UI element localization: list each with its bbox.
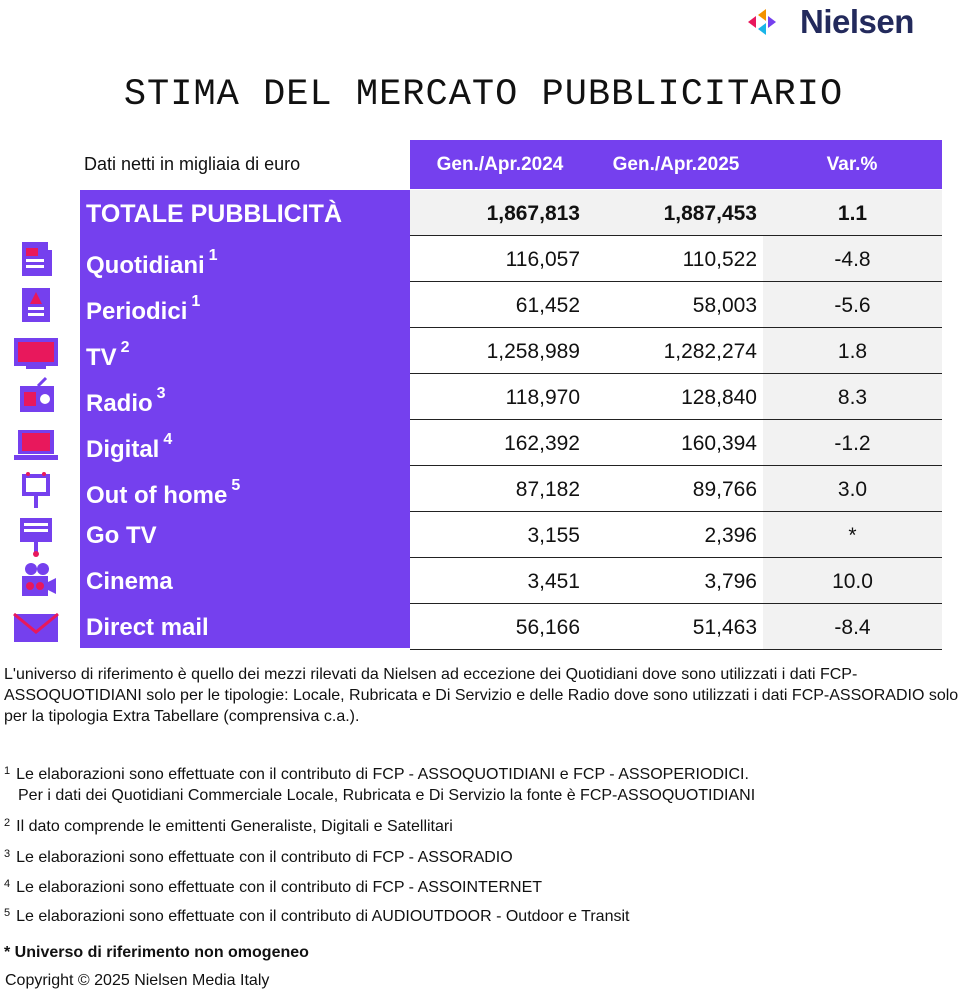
newspaper-icon [12,236,60,282]
table-header [410,140,942,189]
radio-icon [12,374,60,420]
row-label: Quotidiani $^1$ [86,247,218,279]
universe-note: L'universo di riferimento è quello dei mezzi rilevati da Nielsen ad eccezione dei Quotidiani dove sono utilizzati i dati FCP-ASSOQUOTIDIANI solo per le tipologie: Locale, Rubricata e Di Servizio e delle Radio dove sono utilizzati i dati FCP-ASSORADIO solo per la tipologia Extra Tabellare (comprensiva c.a.). [4,666,959,725]
star-note: * Universo di riferimento non omogeneo [4,944,309,961]
film-camera-icon [12,558,60,604]
table-row [80,236,942,282]
value-var: 10.0 [763,558,942,604]
row-label: TV $^2$ [86,339,130,371]
billboard-icon [12,466,60,512]
value-2024: 162,392 [504,432,580,455]
laptop-icon [12,420,60,466]
value-var: * [763,512,942,558]
header-2025: Gen./Apr.2025 [612,154,740,175]
footnote-4: $^4$ Le elaborazioni sono effettuate con il contributo di FCP - ASSOINTERNET [4,878,543,896]
value-2025: 128,840 [681,386,757,409]
footnote-marker: 3 [156,385,166,402]
table-row [80,512,942,558]
row-label: Periodici $^1$ [86,293,201,325]
units-label: Dati netti in migliaia di euro [84,154,301,174]
value-var: 3.0 [763,466,942,512]
value-2024: 116,057 [505,248,580,271]
value-2024: 1,258,989 [486,340,580,363]
page-title: STIMA DEL MERCATO PUBBLICITARIO [123,74,844,116]
footnote-marker: 1 [191,293,201,310]
value-2025: 58,003 [692,294,757,317]
tv-icon [12,328,60,374]
footnote-marker: 5 [231,477,241,494]
value-2025: 3,796 [704,570,757,593]
value-2025: 160,394 [681,432,757,455]
copyright: Copyright © 2025 Nielsen Media Italy [5,972,270,989]
screen-stand-icon [12,512,60,558]
value-2024: 87,182 [515,478,580,501]
row-label: Go TV [86,522,157,549]
nielsen-logo [746,4,914,40]
value-var: -8.4 [763,604,942,650]
table-row [80,466,942,512]
table-row [80,604,942,650]
value-2025: 89,766 [692,478,757,501]
total-var: 1.1 [837,202,868,225]
header-2024: Gen./Apr.2024 [436,154,564,175]
value-2024: 118,970 [505,386,580,409]
header-var: Var.% [826,154,878,175]
table-row [80,558,942,604]
brand-name: Nielsen [800,3,914,40]
value-2025: 1,282,274 [663,340,757,363]
footnote-3: $^3$ Le elaborazioni sono effettuate con il contributo di FCP - ASSORADIO [4,848,513,866]
value-var: -1.2 [763,420,942,466]
footnote-marker: 1 [208,247,218,264]
row-label: Cinema [86,568,173,595]
footnote-marker: 2 [120,339,130,356]
table-row [80,420,942,466]
value-var: 8.3 [763,374,942,420]
value-var: 1.8 [763,328,942,374]
value-2025: 2,396 [704,524,757,547]
footnote-1: $^1$ Le elaborazioni sono effettuate con il contributo di FCP - ASSOQUOTIDIANI e FCP - ASSOPERIODICI. [4,765,749,783]
row-label: Direct mail [86,614,209,641]
total-2024: 1,867,813 [486,202,580,225]
value-2025: 110,522 [682,248,757,271]
value-2024: 56,166 [515,616,580,639]
value-var: -4.8 [763,236,942,282]
total-label: TOTALE PUBBLICITÀ [86,200,343,228]
value-2024: 61,452 [515,294,580,317]
table-row [80,374,942,420]
total-2025: 1,887,453 [663,202,757,225]
footnote-2: $^2$ Il dato comprende le emittenti Generaliste, Digitali e Satellitari [4,817,453,835]
footnote-marker: 4 [163,431,173,448]
row-label: Out of home $^5$ [86,477,241,509]
envelope-icon [12,604,60,650]
magazine-icon [12,282,60,328]
value-2025: 51,463 [692,616,757,639]
table-row [80,328,942,374]
total-row [80,190,942,236]
nielsen-logo-mark-icon [746,7,794,37]
value-var: -5.6 [763,282,942,328]
table-row [80,282,942,328]
row-label: Radio $^3$ [86,385,166,417]
row-label: Digital $^4$ [86,431,173,463]
value-2024: 3,451 [527,570,580,593]
footnote-1-line2: Per i dati dei Quotidiani Commerciale Locale, Rubricata e Di Servizio la fonte è FCP-ASSOQUOTIDIANI [18,787,756,804]
footnote-5: $^5$ Le elaborazioni sono effettuate con il contributo di AUDIOUTDOOR - Outdoor e Transit [4,907,630,925]
value-2024: 3,155 [527,524,580,547]
